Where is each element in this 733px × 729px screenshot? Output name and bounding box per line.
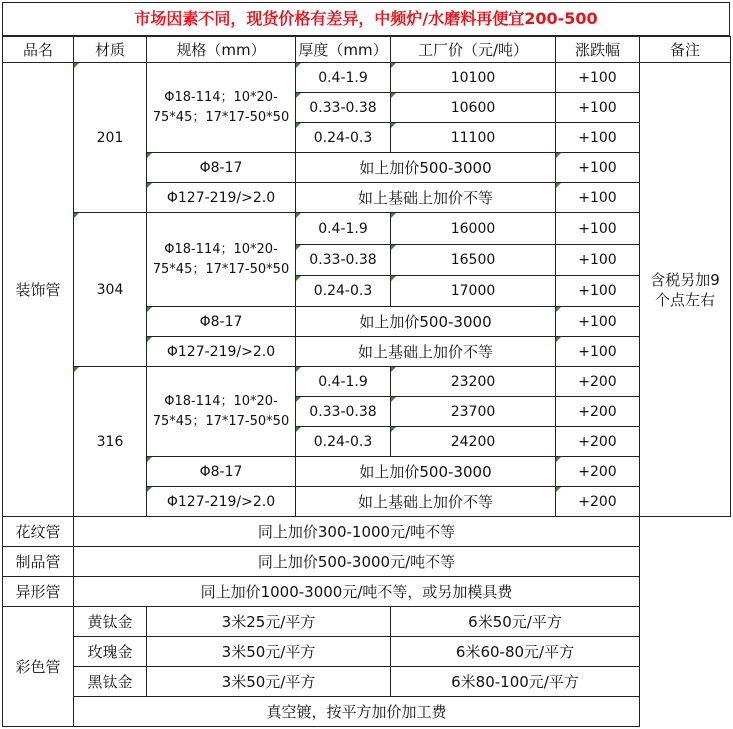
thickness-cell: 0.4-1.9 xyxy=(296,213,391,245)
table-row xyxy=(3,667,731,697)
header-name: 品名 xyxy=(3,37,74,63)
spec-small: Φ8-17 xyxy=(147,307,296,337)
table-row xyxy=(3,697,731,727)
change-cell: +100 xyxy=(556,337,640,367)
price-3m: 3米50元/平方 xyxy=(147,637,391,667)
change-cell: +200 xyxy=(556,457,640,487)
table-row xyxy=(3,63,731,93)
header-note: 备注 xyxy=(640,37,731,63)
change-cell: +200 xyxy=(556,487,640,517)
change-cell: +200 xyxy=(556,427,640,457)
price-cell: 10100 xyxy=(391,63,556,93)
material-201: 201 xyxy=(74,63,147,213)
spec-large: Φ127-219/>2.0 xyxy=(147,183,296,213)
header-price: 工厂价（元/吨） xyxy=(391,37,556,63)
table-row xyxy=(3,547,731,577)
spec-cell: Φ18-114；10*20-75*45；17*17-50*50 xyxy=(147,367,296,457)
product-tube-price: 同上加价500-3000元/吨不等 xyxy=(74,547,640,577)
header-change: 涨跌幅 xyxy=(556,37,640,63)
change-cell: +100 xyxy=(556,213,640,245)
tax-note: 含税另加9个点左右 xyxy=(640,63,731,517)
spec-small: Φ8-17 xyxy=(147,457,296,487)
color-tube-note: 真空镀，按平方加价加工费 xyxy=(74,697,640,727)
thickness-cell: 0.24-0.3 xyxy=(296,123,391,153)
spec-cell: Φ18-114；10*20-75*45；17*17-50*50 xyxy=(147,213,296,307)
price-6m: 6米50元/平方 xyxy=(391,607,640,637)
header-row xyxy=(3,37,731,63)
page-title: 市场因素不同，现货价格有差异，中频炉/水磨料再便宜200-500 xyxy=(2,2,730,36)
change-cell: +100 xyxy=(556,307,640,337)
price-6m: 6米60-80元/平方 xyxy=(391,637,640,667)
product-product-tube: 制品管 xyxy=(3,547,74,577)
header-material: 材质 xyxy=(74,37,147,63)
price-cell: 16500 xyxy=(391,245,556,276)
material-316: 316 xyxy=(74,367,147,517)
extra-price-text: 如上加价500-3000 xyxy=(296,457,556,487)
price-6m: 6米80-100元/平方 xyxy=(391,667,640,697)
header-spec: 规格（mm） xyxy=(147,37,296,63)
price-cell: 16000 xyxy=(391,213,556,245)
spec-large: Φ127-219/>2.0 xyxy=(147,337,296,367)
color-name: 玫瑰金 xyxy=(74,637,147,667)
price-cell: 23200 xyxy=(391,367,556,397)
price-3m: 3米25元/平方 xyxy=(147,607,391,637)
table-row xyxy=(3,367,731,397)
pattern-tube-price: 同上加价300-1000元/吨不等 xyxy=(74,517,640,547)
product-decorative-tube: 装饰管 xyxy=(3,63,74,517)
table-row xyxy=(3,607,731,637)
change-cell: +100 xyxy=(556,123,640,153)
table-row xyxy=(3,637,731,667)
table-row xyxy=(3,517,731,547)
extra-price-text: 如上加价500-3000 xyxy=(296,153,556,183)
price-3m: 3米50元/平方 xyxy=(147,667,391,697)
change-cell: +100 xyxy=(556,245,640,276)
spec-large: Φ127-219/>2.0 xyxy=(147,487,296,517)
thickness-cell: 0.4-1.9 xyxy=(296,367,391,397)
product-pattern-tube: 花纹管 xyxy=(3,517,74,547)
change-cell: +100 xyxy=(556,93,640,123)
thickness-cell: 0.4-1.9 xyxy=(296,63,391,93)
thickness-cell: 0.24-0.3 xyxy=(296,276,391,307)
table-row xyxy=(3,577,731,607)
table-row xyxy=(3,213,731,245)
thickness-cell: 0.24-0.3 xyxy=(296,427,391,457)
spec-small: Φ8-17 xyxy=(147,153,296,183)
shaped-tube-price: 同上加价1000-3000元/吨不等，或另加模具费 xyxy=(74,577,640,607)
thickness-cell: 0.33-0.38 xyxy=(296,397,391,427)
change-cell: +100 xyxy=(556,63,640,93)
change-cell: +200 xyxy=(556,397,640,427)
color-name: 黑钛金 xyxy=(74,667,147,697)
price-cell: 10600 xyxy=(391,93,556,123)
change-cell: +100 xyxy=(556,276,640,307)
extra-price-text: 如上加价500-3000 xyxy=(296,307,556,337)
change-cell: +100 xyxy=(556,153,640,183)
color-name: 黄钛金 xyxy=(74,607,147,637)
thickness-cell: 0.33-0.38 xyxy=(296,93,391,123)
extra-price-text: 如上基础上加价不等 xyxy=(296,183,556,213)
price-cell: 24200 xyxy=(391,427,556,457)
material-304: 304 xyxy=(74,213,147,367)
product-color-tube: 彩色管 xyxy=(3,607,74,727)
extra-price-text: 如上基础上加价不等 xyxy=(296,337,556,367)
extra-price-text: 如上基础上加价不等 xyxy=(296,487,556,517)
change-cell: +200 xyxy=(556,367,640,397)
header-thickness: 厚度（mm） xyxy=(296,37,391,63)
spec-cell: Φ18-114；10*20-75*45；17*17-50*50 xyxy=(147,63,296,153)
thickness-cell: 0.33-0.38 xyxy=(296,245,391,276)
price-table xyxy=(2,36,731,727)
product-shaped-tube: 异形管 xyxy=(3,577,74,607)
price-cell: 11100 xyxy=(391,123,556,153)
change-cell: +100 xyxy=(556,183,640,213)
price-cell: 23700 xyxy=(391,397,556,427)
price-cell: 17000 xyxy=(391,276,556,307)
